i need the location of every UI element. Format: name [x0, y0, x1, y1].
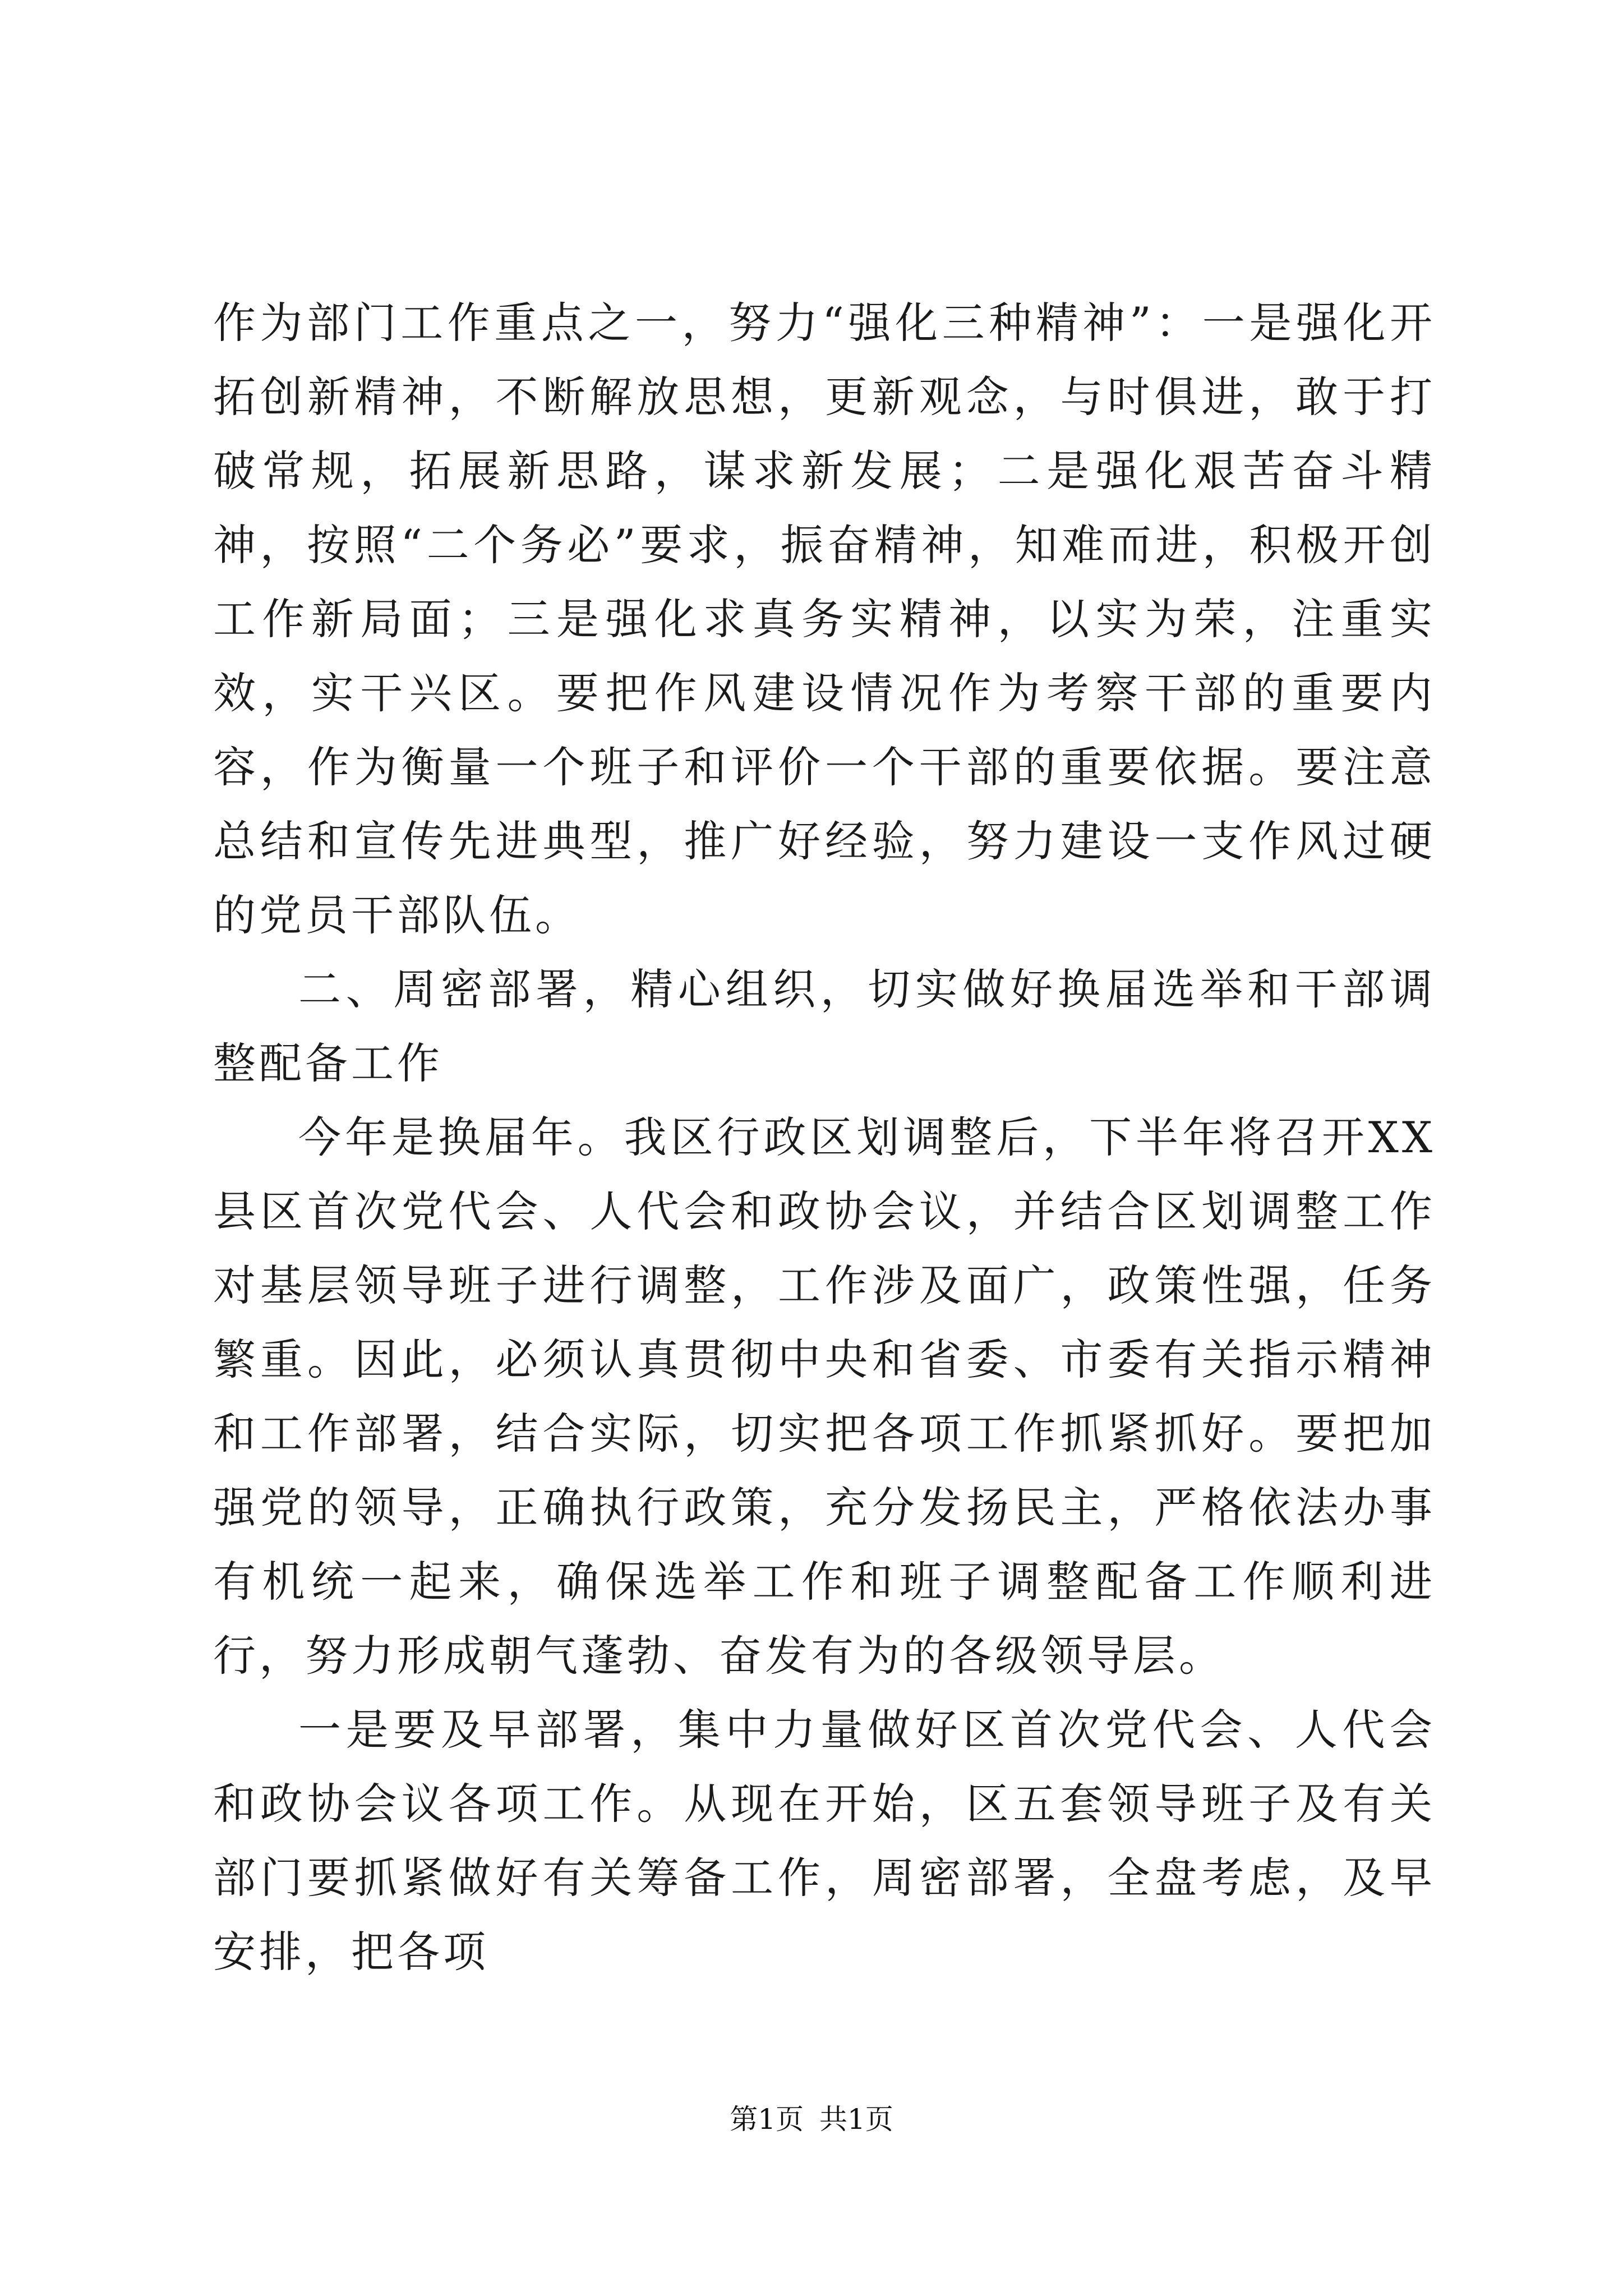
page-footer [0, 2102, 1623, 2136]
page-number: 第1页 [730, 2103, 804, 2136]
page-total: 共1页 [819, 2103, 893, 2136]
paragraph-3: 今年是换届年。我区行政区划调整后，下半年将召开XX县区首次党代会、人代会和政协会议，并结合区划调整工作对基层领导班子进行调整，工作涉及面广，政策性强，任务繁重。因此，必须认真贯彻中央和省委、市委有关指示精神和工作部署，结合实际，切实把各项工作抓紧抓好。要把加强党的领导，正确执行政策，充分发扬民主，严格依法办事有机统一起来，确保选举工作和班子调整配备工作顺利进行，努力形成朝气蓬勃、奋发有为的各级领导层。 [213, 1112, 1436, 1681]
paragraph-1: 作为部门工作重点之一，努力“强化三种精神”：一是强化开拓创新精神，不断解放思想，更新观念，与时俱进，敢于打破常规，拓展新思路，谋求新发展；二是强化艰苦奋斗精神，按照“二个务必”要求，振奋精神，知难而进，积极开创工作新局面；三是强化求真务实精神，以实为荣，注重实效，实干兴区。要把作风建设情况作为考察干部的重要内容，作为衡量一个班子和评价一个干部的重要依据。要注意总结和宣传先进典型，推广好经验，努力建设一支作风过硬的党员干部队伍。 [213, 298, 1436, 940]
paragraph-4: 一是要及早部署，集中力量做好区首次党代会、人代会和政协会议各项工作。从现在开始，区五套领导班子及有关部门要抓紧做好有关筹备工作，周密部署，全盘考虑，及早安排，把各项 [213, 1705, 1436, 1977]
section-heading-2: 二、周密部署，精心组织，切实做好换届选举和干部调整配备工作 [213, 964, 1436, 1088]
document-body [213, 286, 1436, 1989]
